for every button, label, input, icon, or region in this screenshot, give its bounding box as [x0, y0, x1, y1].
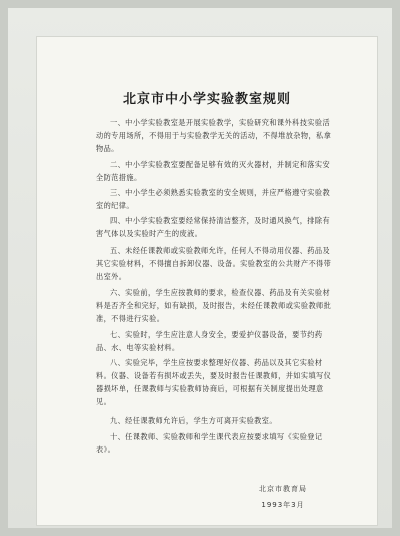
rule-3: 三、中小学生必须熟悉实验教室的安全规则，并应严格遵守实验教室的纪律。 [96, 188, 331, 210]
rule-10: 十、任课教师、实验教师和学生课代表应按要求填写《实验登记表》。 [96, 432, 323, 454]
rule-1: 一、中小学实验教室是开展实验教学，实验研究和课外科技实验活动的专用场所，不得用于与实验教学无关的活动，不得堆放杂物，私拿物品。 [96, 118, 332, 153]
issuer: 北京市教育局 [259, 485, 307, 493]
issue-date: 1993年3月 [261, 501, 305, 509]
rule-6: 六、实验前，学生应按教师的要求，检查仪器、药品及有关实验材料是否齐全和完好，如有缺损，及时报告，未经任课教师或实验教师批准，不得进行实验。 [96, 288, 332, 323]
rule-2: 二、中小学实验教室要配备足够有效的灭火器材，并制定和落实安全防范措施。 [96, 160, 331, 182]
rule-9: 九、经任课教师允许后，学生方可离开实验教室。 [110, 416, 277, 425]
notice-sheet [36, 36, 378, 526]
rule-8: 八、实验完毕，学生应按要求整理好仪器、药品以及其它实验材料。仪器、设备若有损坏或丢失，要及时报告任课教师，并如实填写仪器损坏单，任课教师与实验教师协商后，可根据有关制度提出处理意见。 [96, 358, 332, 406]
rule-4: 四、中小学实验教室要经常保持清洁整齐，及时通风换气，排除有害气体以及实验时产生的废液。 [96, 216, 331, 238]
document-title: 北京市中小学实验教室规则 [122, 92, 291, 107]
rule-7: 七、实验时，学生应注意人身安全，要爱护仪器设备，要节约药品、水、电等实验材料。 [96, 330, 323, 352]
rule-5: 五、未经任课教师或实验教师允许，任何人不得动用仪器、药品及其它实验材料，不得擅自拆卸仪器、设备。实验教室的公共财产不得带出室外。 [96, 246, 332, 281]
